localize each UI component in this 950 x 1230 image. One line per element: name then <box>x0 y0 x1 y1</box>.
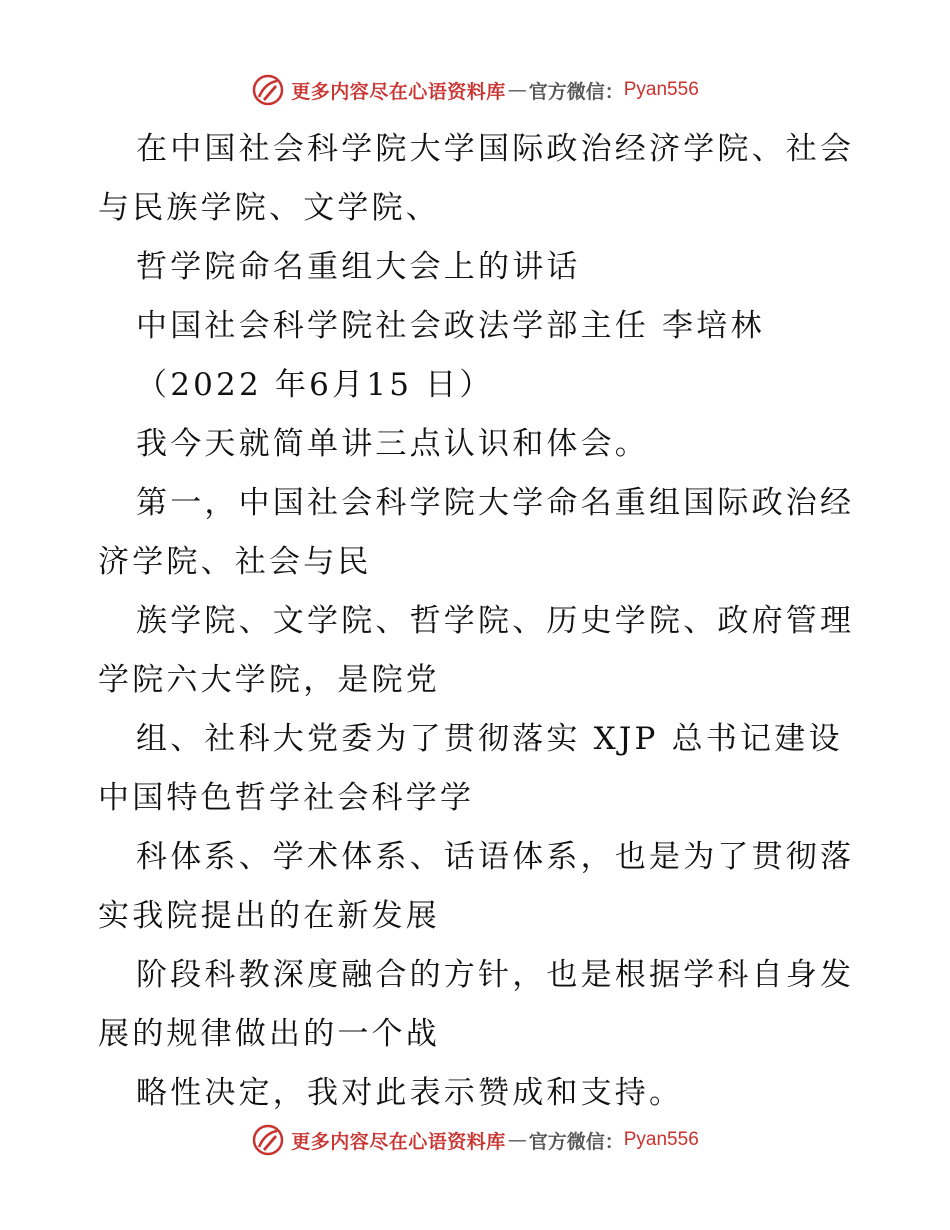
text-line: 展的规律做出的一个战 <box>98 1016 440 1052</box>
text-line: 实我院提出的在新发展 <box>98 898 440 934</box>
text-line: 阶段科教深度融合的方针，也是根据学科自身发 <box>136 957 855 993</box>
text-line: 与民族学院、文学院、 <box>98 190 440 226</box>
text-line: 哲学院命名重组大会上的讲话 <box>136 249 581 285</box>
text-line: 在中国社会科学院大学国际政治经济学院、社会 <box>136 131 855 167</box>
banner-wechat-id: Pyan556 <box>623 1129 699 1150</box>
banner-separator: — <box>507 1129 527 1151</box>
banner-brand: 更多内容尽在心语资料库 <box>291 80 506 103</box>
pen-circle-logo-icon <box>251 1123 285 1157</box>
banner-separator: — <box>507 79 527 101</box>
banner-wechat-id: Pyan556 <box>623 79 699 100</box>
text-line: 济学院、社会与民 <box>98 544 372 580</box>
footer-banner <box>0 1120 950 1160</box>
header-banner <box>0 70 950 110</box>
banner-brand: 更多内容尽在心语资料库 <box>291 1130 506 1153</box>
text-line: 族学院、文学院、哲学院、历史学院、政府管理 <box>136 603 855 639</box>
body-text <box>98 120 858 1123</box>
text-line: 我今天就简单讲三点认识和体会。 <box>136 426 649 462</box>
text-line: （2022 年6月15 日） <box>136 367 494 403</box>
text-line: 略性决定，我对此表示赞成和支持。 <box>136 1075 684 1111</box>
text-line: 第一，中国社会科学院大学命名重组国际政治经 <box>136 485 855 521</box>
banner-official-label: 官方微信： <box>528 1130 624 1153</box>
banner-official-label: 官方微信： <box>528 80 624 103</box>
text-line: 组、社科大党委为了贯彻落实 XJP 总书记建设 <box>136 721 843 757</box>
text-line: 科体系、学术体系、话语体系，也是为了贯彻落 <box>136 839 855 875</box>
text-line: 中国特色哲学社会科学学 <box>98 780 475 816</box>
text-line: 学院六大学院，是院党 <box>98 662 440 698</box>
pen-circle-logo-icon <box>251 73 285 107</box>
text-line: 中国社会科学院社会政法学部主任 李培林 <box>136 308 765 344</box>
